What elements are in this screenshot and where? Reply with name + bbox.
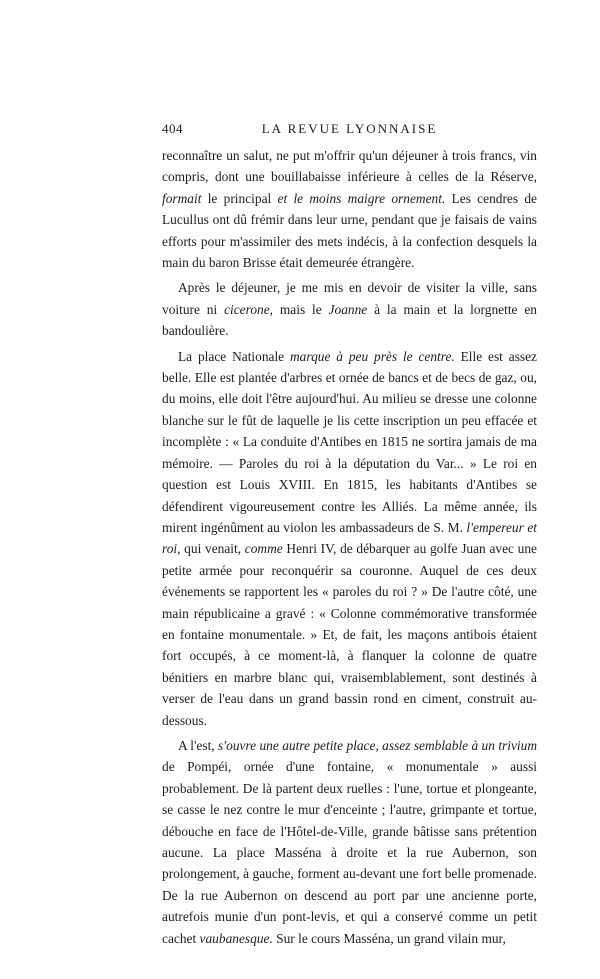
- text-run: reconnaître un salut, ne put m'offrir qu'un déjeuner à trois francs, vin compris, dont une bouillabaisse inférieure à celles de la Réserve,: [162, 148, 537, 185]
- body-text: [162, 145, 537, 949]
- page-header: [162, 121, 537, 139]
- text-run: Sur le cours Masséna, un grand vilain mur,: [272, 930, 506, 946]
- text-run: Les cendres de Lucullus ont dû frémir dans leur urne, pendant que je faisais de vains efforts pour m'assimiler des mets indécis, à la confection desquels la main du baron Brisse était demeurée étrangère.: [162, 190, 537, 271]
- text-run: qui venait,: [180, 541, 245, 557]
- italic-text: s'ouvre une autre petite place, assez semblable à un trivium: [218, 737, 537, 753]
- paragraph: [162, 735, 537, 949]
- italic-text: formait: [162, 190, 202, 206]
- paragraph: [162, 277, 537, 341]
- italic-text: marque à peu près le centre.: [290, 348, 455, 364]
- text-run: Elle est assez belle. Elle est plantée d'arbres et ornée de bancs et de becs de gaz, ou, du moins, elle doit l'être aujourd'hui. Au milieu se dresse une colonne blanche sur le fût de laquelle je lis cette inscription un peu effacée et incomplète : « La conduite d'Antibes en 1815 ne sortira jamais de ma mémoire. — Paroles du roi à la députation du Var... » Le roi en question est Louis XVIII. En 1815, les habitants d'Antibes se défendirent vigoureusement contre les Alliés. La même année, ils mirent ingénûment au violon les ambassadeurs de S. M.: [162, 348, 538, 535]
- italic-text: l'empereur et roi,: [162, 519, 537, 557]
- paragraph: [162, 145, 537, 273]
- text-run: A l'est,: [178, 737, 219, 753]
- text-run: à la main et la lorgnette en bandoulière.: [162, 301, 537, 339]
- page-number: 404: [162, 121, 183, 136]
- text-run: de Pompéi, ornée d'une fontaine, « monumentale » aussi probablement. De là partent deux ruelles : l'une, tortue et plongeante, se casse le nez contre le mur d'enceinte ; l'autre, grimpante et tortue, débouche en face de l'Hôtel-de-Ville, grande bâtisse sans prétention aucune. La place Masséna à droite et la rue Aubernon, son prolongement, à gauche, forment au-devant une fort belle promenade. De la rue Aubernon on descend au port par une ancienne porte, autrefois munie d'un pont-levis, et qui a conservé comme un petit cachet: [162, 759, 537, 946]
- italic-text: vaubanesque.: [199, 930, 273, 946]
- text-run: Après le déjeuner, je me mis en devoir de visiter la ville, sans voiture ni: [162, 280, 537, 317]
- italic-text: Joanne: [328, 301, 368, 317]
- text-run: mais le: [273, 301, 329, 317]
- italic-text: comme: [244, 541, 283, 557]
- text-run: le principal: [201, 190, 278, 206]
- text-run: La place Nationale: [178, 348, 290, 364]
- text-run: Henri IV, de débarquer au golfe Juan avec une petite armée pour reconquérir sa couronne. Auquel de ces deux événements se rapportent les « paroles du roi ? » De l'autre côté, une main républicaine a gravé : « Colonne commémorative transformée en fontaine monumentale. » Et, de fait, les maçons antibois étaient fort occupés, à ce moment-là, à flanquer la colonne de quatre bénitiers en marbre blanc qui, vraisemblablement, sont destinés à verser de l'eau dans un grand bassin rond en ciment, construit au-dessous.: [162, 541, 537, 728]
- paragraph: [162, 346, 537, 731]
- italic-text: et le moins maigre ornement.: [277, 190, 446, 206]
- italic-text: cicerone,: [224, 301, 274, 317]
- running-title: LA REVUE LYONNAISE: [261, 121, 438, 136]
